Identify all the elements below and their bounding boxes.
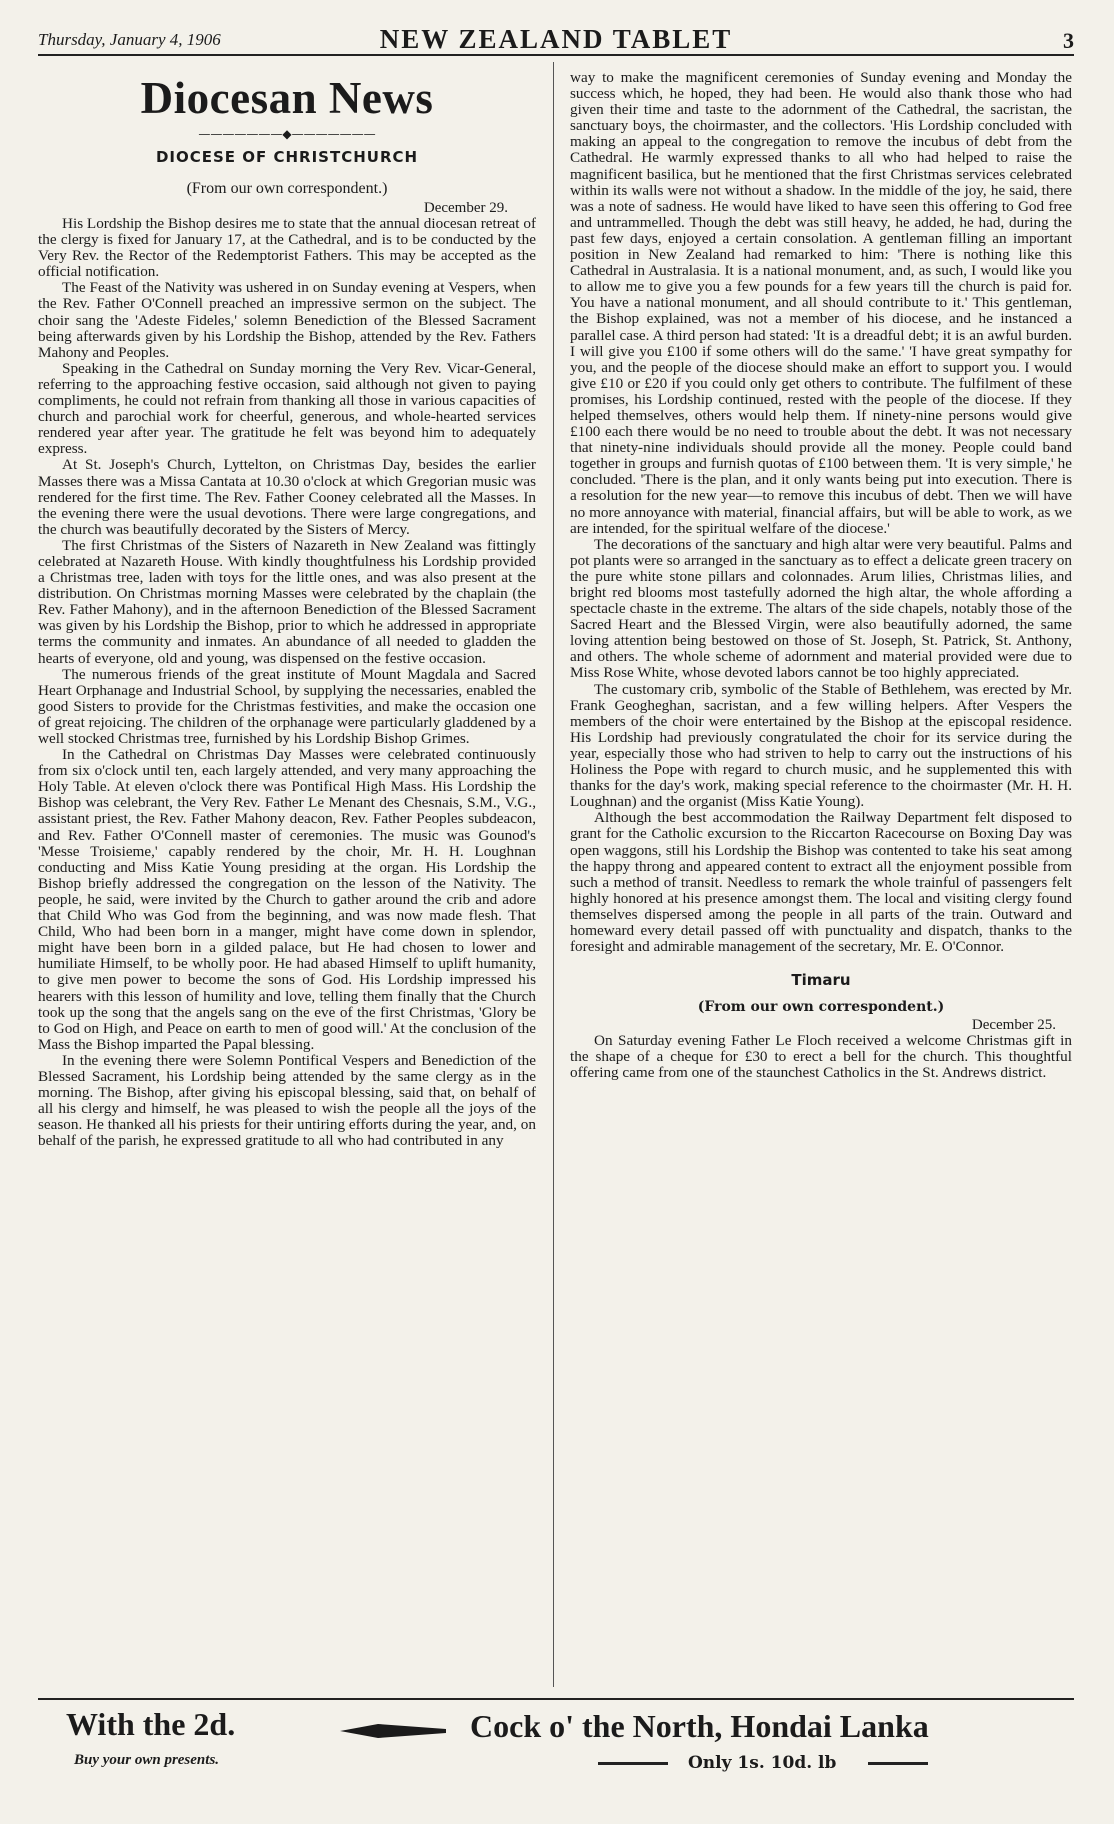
diocese-heading: DIOCESE OF CHRISTCHURCH — [155, 148, 419, 166]
page-number: 3 — [1063, 28, 1074, 53]
masthead — [38, 22, 1074, 56]
byline: (From our own correspondent.) — [186, 180, 388, 197]
advert-divider — [38, 1698, 1074, 1700]
paragraph: way to make the magnificent ceremonies of Sunday evening and Monday the success which, he hoped, they had been. He would also thank those who had given their time and taste to the adornment of the Cathedral, the sacristan, the sanctuary boys, the choirmaster, and the collectors. 'His Lordship concluded with making an appeal to the congregation to remove the incubus of debt from the Cathedral. He warmly expressed thanks to all who had helped to raise the magnificent basilica, but he mentioned that the first Christmas services celebrated within its walls were not without a shadow. In the middle of the joy, he said, there was a note of sadness. He would have liked to have seen this offering to God free and untrammelled. Though the debt was still heavy, he added, he had, during the past few days, enjoyed a certain consolation. A gentleman filling an important position in New Zealand had remarked to him: 'There is nothing like this Cathedral in Australasia. It is a national monument, and, as such, I would like you to allow me to give you a few pounds for a few years till the church is paid for. You have a national monument, and all should contribute to it.' This gentleman, the Bishop explained, was not a member of his diocese, and he instanced a parallel case. A third person had stated: 'It is a dreadful debt; it is an awful burden. I will give you £100 if some others will do the same.' 'I have great sympathy for you, and the people of the diocese should make an effort to support you. I would give £10 or £20 if you could only get others to contribute. The fulfilment of these promises, his Lordship continued, rested with the people of the diocese. If they helped themselves, others would help them. If ninety-nine persons would give £100 each there would be no need to trouble about the debt. It was not necessary that ninety-nine individuals should provide all the money. People could band together in groups and furnish quotas of £100 between them. 'It is very simple,' he concluded. 'There is the plan, and it only wants being put into execution. There is a resolution for the new year—to remove this incubus of debt. Then we will have no more annoyance with material, financial affairs, but will be able to work, as we are intended, for the spiritual welfare of the diocese.' — [570, 70, 1072, 537]
article-headline: Diocesan News — [140, 73, 434, 123]
timaru-byline: (From our own correspondent.) — [697, 999, 945, 1016]
paragraph: In the evening there were Solemn Pontifical Vespers and Benediction of the Blessed Sacrament, his Lordship being attended by the same clergy as in the morning. The Bishop, after giving his episcopal blessing, said that, on behalf of all his clergy and himself, he was pleased to wish the people all the joys of the season. He thanked all his priests for their untiring efforts during the year, and, on behalf of the parish, he expressed gratitude to all who had contributed in any — [38, 1051, 536, 1150]
decorative-dash — [868, 1762, 928, 1765]
left-column — [38, 70, 536, 1685]
timaru-heading: Timaru — [791, 971, 851, 990]
decorative-dash — [598, 1762, 668, 1765]
paragraph: The customary crib, symbolic of the Stable of Bethlehem, was erected by Mr. Frank Geogheghan, sacristan, and a few willing helpers. After Vespers the members of the choir were entertained by the Bishop at the episcopal residence. His Lordship had previously congratulated the choir for its service during the year, especially those who had striven to help to carry out the instructions of his Holiness the Pope with regard to church music, and he supplemented this with thanks for the day's work, making special reference to the choirmaster (Mr. H. H. Loughnan) and the organist (Miss Katie Young). — [570, 680, 1072, 811]
paragraph: The first Christmas of the Sisters of Nazareth in New Zealand was fittingly celebrated at Nazareth House. With kindly thoughtfulness his Lordship provided a Christmas tree, laden with toys for the little ones, and was also present at the distribution. On Christmas morning Masses were celebrated by the chaplain (the Rev. Father Mahony), and in the afternoon Benediction of the Blessed Sacrament was given by his Lordship the Bishop, prior to which he addressed in appropriate terms the community and inmates. An abundance of all needed to gladden the hearts of everyone, old and young, was dispensed on the festive occasion. — [38, 536, 536, 667]
column-divider — [553, 62, 554, 1687]
paragraph: At St. Joseph's Church, Lyttelton, on Christmas Day, besides the earlier Masses there was a Missa Cantata at 10.30 o'clock at which Gregorian music was rendered for the first time. The Rev. Father Cooney celebrated all the Masses. In the evening there were the usual devotions. There were large congregations, and the church was beautifully decorated by the Sisters of Mercy. — [38, 456, 536, 538]
ad-left-subtitle: Buy your own presents. — [74, 1752, 220, 1768]
paragraph: On Saturday evening Father Le Floch received a welcome Christmas gift in the shape of a cheque for £30 to erect a bell for the church. This thoughtful offering came from one of the staunchest Catholics in the St. Andrews district. — [570, 1032, 1072, 1082]
timaru-dateline: December 25. — [971, 1017, 1056, 1034]
paragraph: The numerous friends of the great institute of Mount Magdala and Sacred Heart Orphanage and Industrial School, by supplying the necessaries, enabled the good Sisters to provide for the Christmas festivities, and make the occasion one of great rejoicing. The children of the orphanage were particularly gladdened by a well stocked Christmas tree, furnished by his Lordship Bishop Grimes. — [38, 665, 536, 747]
ornament-divider-icon: ———————◆——————— — [198, 127, 376, 141]
pointing-hand-icon — [338, 1720, 448, 1742]
paragraph: Speaking in the Cathedral on Sunday morning the Very Rev. Vicar-General, referring to the approaching festive occasion, said although not given to paying compliments, he could not refrain from thanking all those in various capacities of church and parochial work for cheerful, generous, and whole-hearted services rendered year after year. The gratitude he felt was beyond him to adequately express. — [38, 359, 536, 458]
ad-right-title: Cock o' the North, Hondai Lanka — [470, 1708, 929, 1744]
ad-left-title: With the 2d. — [66, 1706, 236, 1742]
paragraph: The decorations of the sanctuary and high altar were very beautiful. Palms and pot plants were so arranged in the sanctuary as to effect a delicate green tracery on the pure white stone pillars and colonnades. Arum lilies, Christmas lilies, and bright red blooms most tastefully adorned the high altar, the whole affording a spectacle chaste in the extreme. The altars of the side chapels, notably those of the Sacred Heart and the Blessed Virgin, were also beautifully adorned, the same loving attention being bestowed on those of St. Joseph, St. Patrick, St. Anthony, and others. The whole scheme of adornment and material provided were due to Miss Rose White, whose devoted labors cannot be too highly appreciated. — [570, 535, 1072, 682]
issue-date: Thursday, January 4, 1906 — [38, 30, 221, 49]
newspaper-title: NEW ZEALAND TABLET — [379, 24, 733, 54]
dateline: December 29. — [423, 200, 508, 216]
paragraph: His Lordship the Bishop desires me to state that the annual diocesan retreat of the clergy is fixed for January 17, at the Cathedral, and is to be conducted by the Very Rev. the Rector of the Redemptorist Fathers. This may be accepted as the official notification. — [38, 215, 536, 281]
right-column — [570, 70, 1072, 1685]
ad-price: Only 1s. 10d. lb — [688, 1753, 837, 1773]
paragraph: In the Cathedral on Christmas Day Masses were celebrated continuously from six o'clock until ten, each largely attended, and very many approaching the Holy Table. At eleven o'clock there was Pontifical High Mass. His Lordship the Bishop was celebrant, the Very Rev. Father Le Menant des Chesnais, S.M., V.G., assistant priest, the Rev. Father Mahony deacon, Rev. Father Peoples subdeacon, and Rev. Father O'Connell master of ceremonies. The music was Gounod's 'Messe Troisieme,' capably rendered by the choir, Mr. H. H. Loughnan conducting and Miss Katie Young presiding at the organ. His Lordship the Bishop briefly addressed the congregation on the lesson of the Nativity. The people, he said, were invited by the Church to gather around the crib and adore that Child Who was God from the beginning, and was now made flesh. That Child, Who had been born in a manger, might have come down in splendor, might have been born in a gilded palace, but He had chosen to lower and humiliate Himself, to be wholly poor. He had abased Himself to uplift humanity, to give men power to become the sons of God. His Lordship impressed his hearers with this lesson of humility and love, telling them finally that the Church took up the song that the angels sang on the eve of the first Christmas, 'Glory be to God on High, and Peace on earth to men of good will.' At the conclusion of the Mass the Bishop imparted the Papal blessing. — [38, 746, 536, 1053]
paragraph: Although the best accommodation the Railway Department felt disposed to grant for the Catholic excursion to the Riccarton Racecourse on Boxing Day was open waggons, still his Lordship the Bishop was contented to take his seat among the happy throng and appeared content to extract all the enjoyment possible from such a method of transit. Needless to remark the whole trainful of passengers felt highly honored at his presence amongst them. The local and visiting clergy found themselves dispersed among the people in all parts of the train. Outward and homeward every detail passed off with punctuality and dispatch, thanks to the foresight and admirable management of the secretary, Mr. E. O'Connor. — [570, 809, 1072, 956]
paragraph: The Feast of the Nativity was ushered in on Sunday evening at Vespers, when the Rev. Father O'Connell preached an impressive sermon on the subject. The choir sang the 'Adeste Fideles,' solemn Benediction of the Blessed Sacrament being afterwards given by his Lordship the Bishop, attended by the Rev. Fathers Mahony and Peoples. — [38, 279, 536, 361]
advertisement — [38, 1706, 1074, 1806]
